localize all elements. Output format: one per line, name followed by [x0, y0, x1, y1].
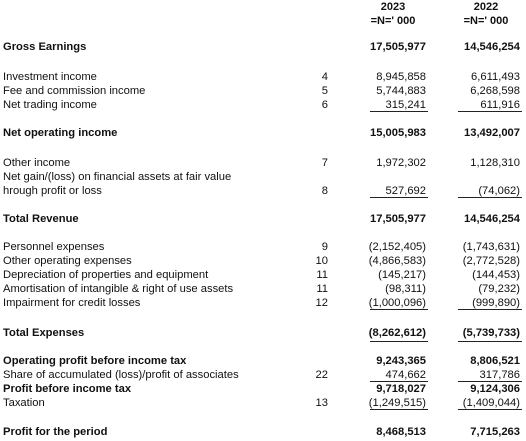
underline	[370, 111, 428, 112]
row-net-gain-line2	[0, 185, 526, 198]
value-2022: (2,772,528)	[462, 255, 520, 267]
value-2023: 1,972,302	[376, 157, 426, 169]
value-2023: 5,744,883	[376, 85, 426, 97]
row-note: 11	[316, 283, 328, 295]
value-2023: 8,945,858	[376, 71, 426, 83]
value-2023: (1,249,515)	[368, 397, 426, 409]
row-note: 7	[321, 157, 328, 169]
value-2023: 315,241	[385, 99, 426, 111]
underline	[458, 381, 522, 382]
row-label: Total Expenses	[3, 327, 85, 339]
row-label: Share of accumulated (loss)/profit of associates	[3, 369, 239, 381]
row-impairment	[0, 297, 526, 310]
value-2022: 14,546,254	[464, 213, 520, 225]
row-label: Fee and commission income	[3, 85, 146, 97]
value-2022: (5,739,733)	[462, 327, 520, 339]
value-2023: 15,005,983	[370, 127, 426, 139]
value-2022: (74,062)	[478, 185, 520, 197]
underline	[458, 197, 522, 198]
value-2022: 6,268,598	[470, 85, 520, 97]
row-amortisation	[0, 283, 526, 296]
row-note: 4	[321, 71, 328, 83]
value-2022: 7,715,263	[470, 426, 520, 438]
row-label: Operating profit before income tax	[3, 355, 187, 367]
row-label: Net operating income	[3, 127, 118, 139]
row-label: hrough profit or loss	[3, 185, 102, 197]
value-2022: 9,124,306	[470, 383, 520, 395]
year-2023: 2023	[380, 1, 406, 13]
row-depreciation	[0, 269, 526, 282]
value-2023: (2,152,405)	[368, 241, 426, 253]
underline	[370, 309, 428, 310]
row-other-income	[0, 157, 526, 170]
value-2022: 6,611,493	[471, 71, 520, 83]
row-label: Taxation	[3, 397, 45, 409]
value-2023: 9,718,027	[376, 383, 426, 395]
value-2023: (98,311)	[385, 283, 426, 295]
value-2023: 17,505,977	[370, 41, 426, 53]
unit-2023: =N=' 000	[370, 15, 416, 27]
row-taxation	[0, 397, 526, 410]
value-2022: 13,492,007	[464, 127, 520, 139]
row-label: Net trading income	[3, 99, 97, 111]
value-2023: 17,505,977	[370, 213, 426, 225]
row-fee-commission	[0, 85, 526, 98]
underline	[458, 409, 522, 410]
value-2023: 527,692	[385, 185, 426, 197]
row-label: Profit before income tax	[3, 383, 132, 395]
value-2023: 9,243,365	[376, 355, 426, 367]
row-total-expenses	[0, 327, 526, 340]
underline	[458, 111, 522, 112]
row-label: Depreciation of properties and equipment	[3, 269, 209, 281]
year-2022: 2022	[473, 1, 499, 13]
row-net-gain-line1	[0, 171, 526, 184]
row-label: Profit for the period	[3, 426, 108, 438]
row-note: 22	[315, 369, 328, 381]
row-note: 11	[316, 269, 328, 281]
value-2022: (1,409,044)	[462, 397, 520, 409]
value-2023: (145,217)	[378, 269, 426, 281]
value-2023: 474,662	[385, 369, 426, 381]
value-2022: (1,743,631)	[462, 241, 520, 253]
row-note: 13	[315, 397, 328, 409]
row-label: Amortisation of intangible & right of use assets	[3, 283, 234, 295]
underline	[370, 197, 428, 198]
row-note: 8	[321, 185, 328, 197]
column-header-2022	[451, 2, 521, 27]
row-net-trading	[0, 99, 526, 112]
value-2022: 317,786	[479, 369, 520, 381]
row-operating-profit	[0, 355, 526, 368]
unit-2022: =N=' 000	[463, 15, 509, 27]
value-2022: 611,916	[480, 99, 520, 111]
value-2023: (1,000,096)	[368, 297, 426, 309]
row-share-of-associates	[0, 369, 526, 382]
value-2022: 1,128,310	[470, 157, 520, 169]
row-label: Personnel expenses	[3, 241, 105, 253]
row-label: Other income	[3, 157, 71, 169]
row-investment-income	[0, 71, 526, 84]
value-2023: (4,866,583)	[368, 255, 426, 267]
row-label: Investment income	[3, 71, 97, 83]
row-net-operating-income	[0, 127, 526, 140]
value-2022: (144,453)	[472, 269, 520, 281]
row-note: 12	[315, 297, 328, 309]
value-2022: (999,890)	[472, 297, 520, 309]
underline	[458, 309, 522, 310]
row-gross-earnings	[0, 41, 526, 54]
underline	[370, 341, 428, 342]
row-total-revenue	[0, 213, 526, 226]
column-header-2023	[358, 2, 428, 27]
value-2022: 14,546,254	[464, 41, 520, 53]
row-label: Impairment for credit losses	[3, 297, 141, 309]
row-label: Gross Earnings	[3, 41, 87, 53]
row-label: Net gain/(loss) on financial assets at fair value	[3, 171, 232, 183]
row-note: 9	[321, 241, 328, 253]
underline	[370, 381, 428, 382]
row-profit-for-period	[0, 426, 526, 439]
row-note: 6	[321, 99, 328, 111]
row-profit-before-tax	[0, 383, 526, 396]
row-label: Other operating expenses	[3, 255, 132, 267]
underline	[458, 341, 522, 342]
row-note: 5	[321, 85, 328, 97]
row-label: Total Revenue	[3, 213, 79, 225]
value-2022: 8,806,521	[470, 355, 520, 367]
value-2023: 8,468,513	[376, 426, 426, 438]
row-note: 10	[315, 255, 328, 267]
value-2022: (79,232)	[478, 283, 520, 295]
row-personnel-expenses	[0, 241, 526, 254]
underline	[370, 409, 428, 410]
value-2023: (8,262,612)	[368, 327, 426, 339]
row-other-operating-expenses	[0, 255, 526, 268]
